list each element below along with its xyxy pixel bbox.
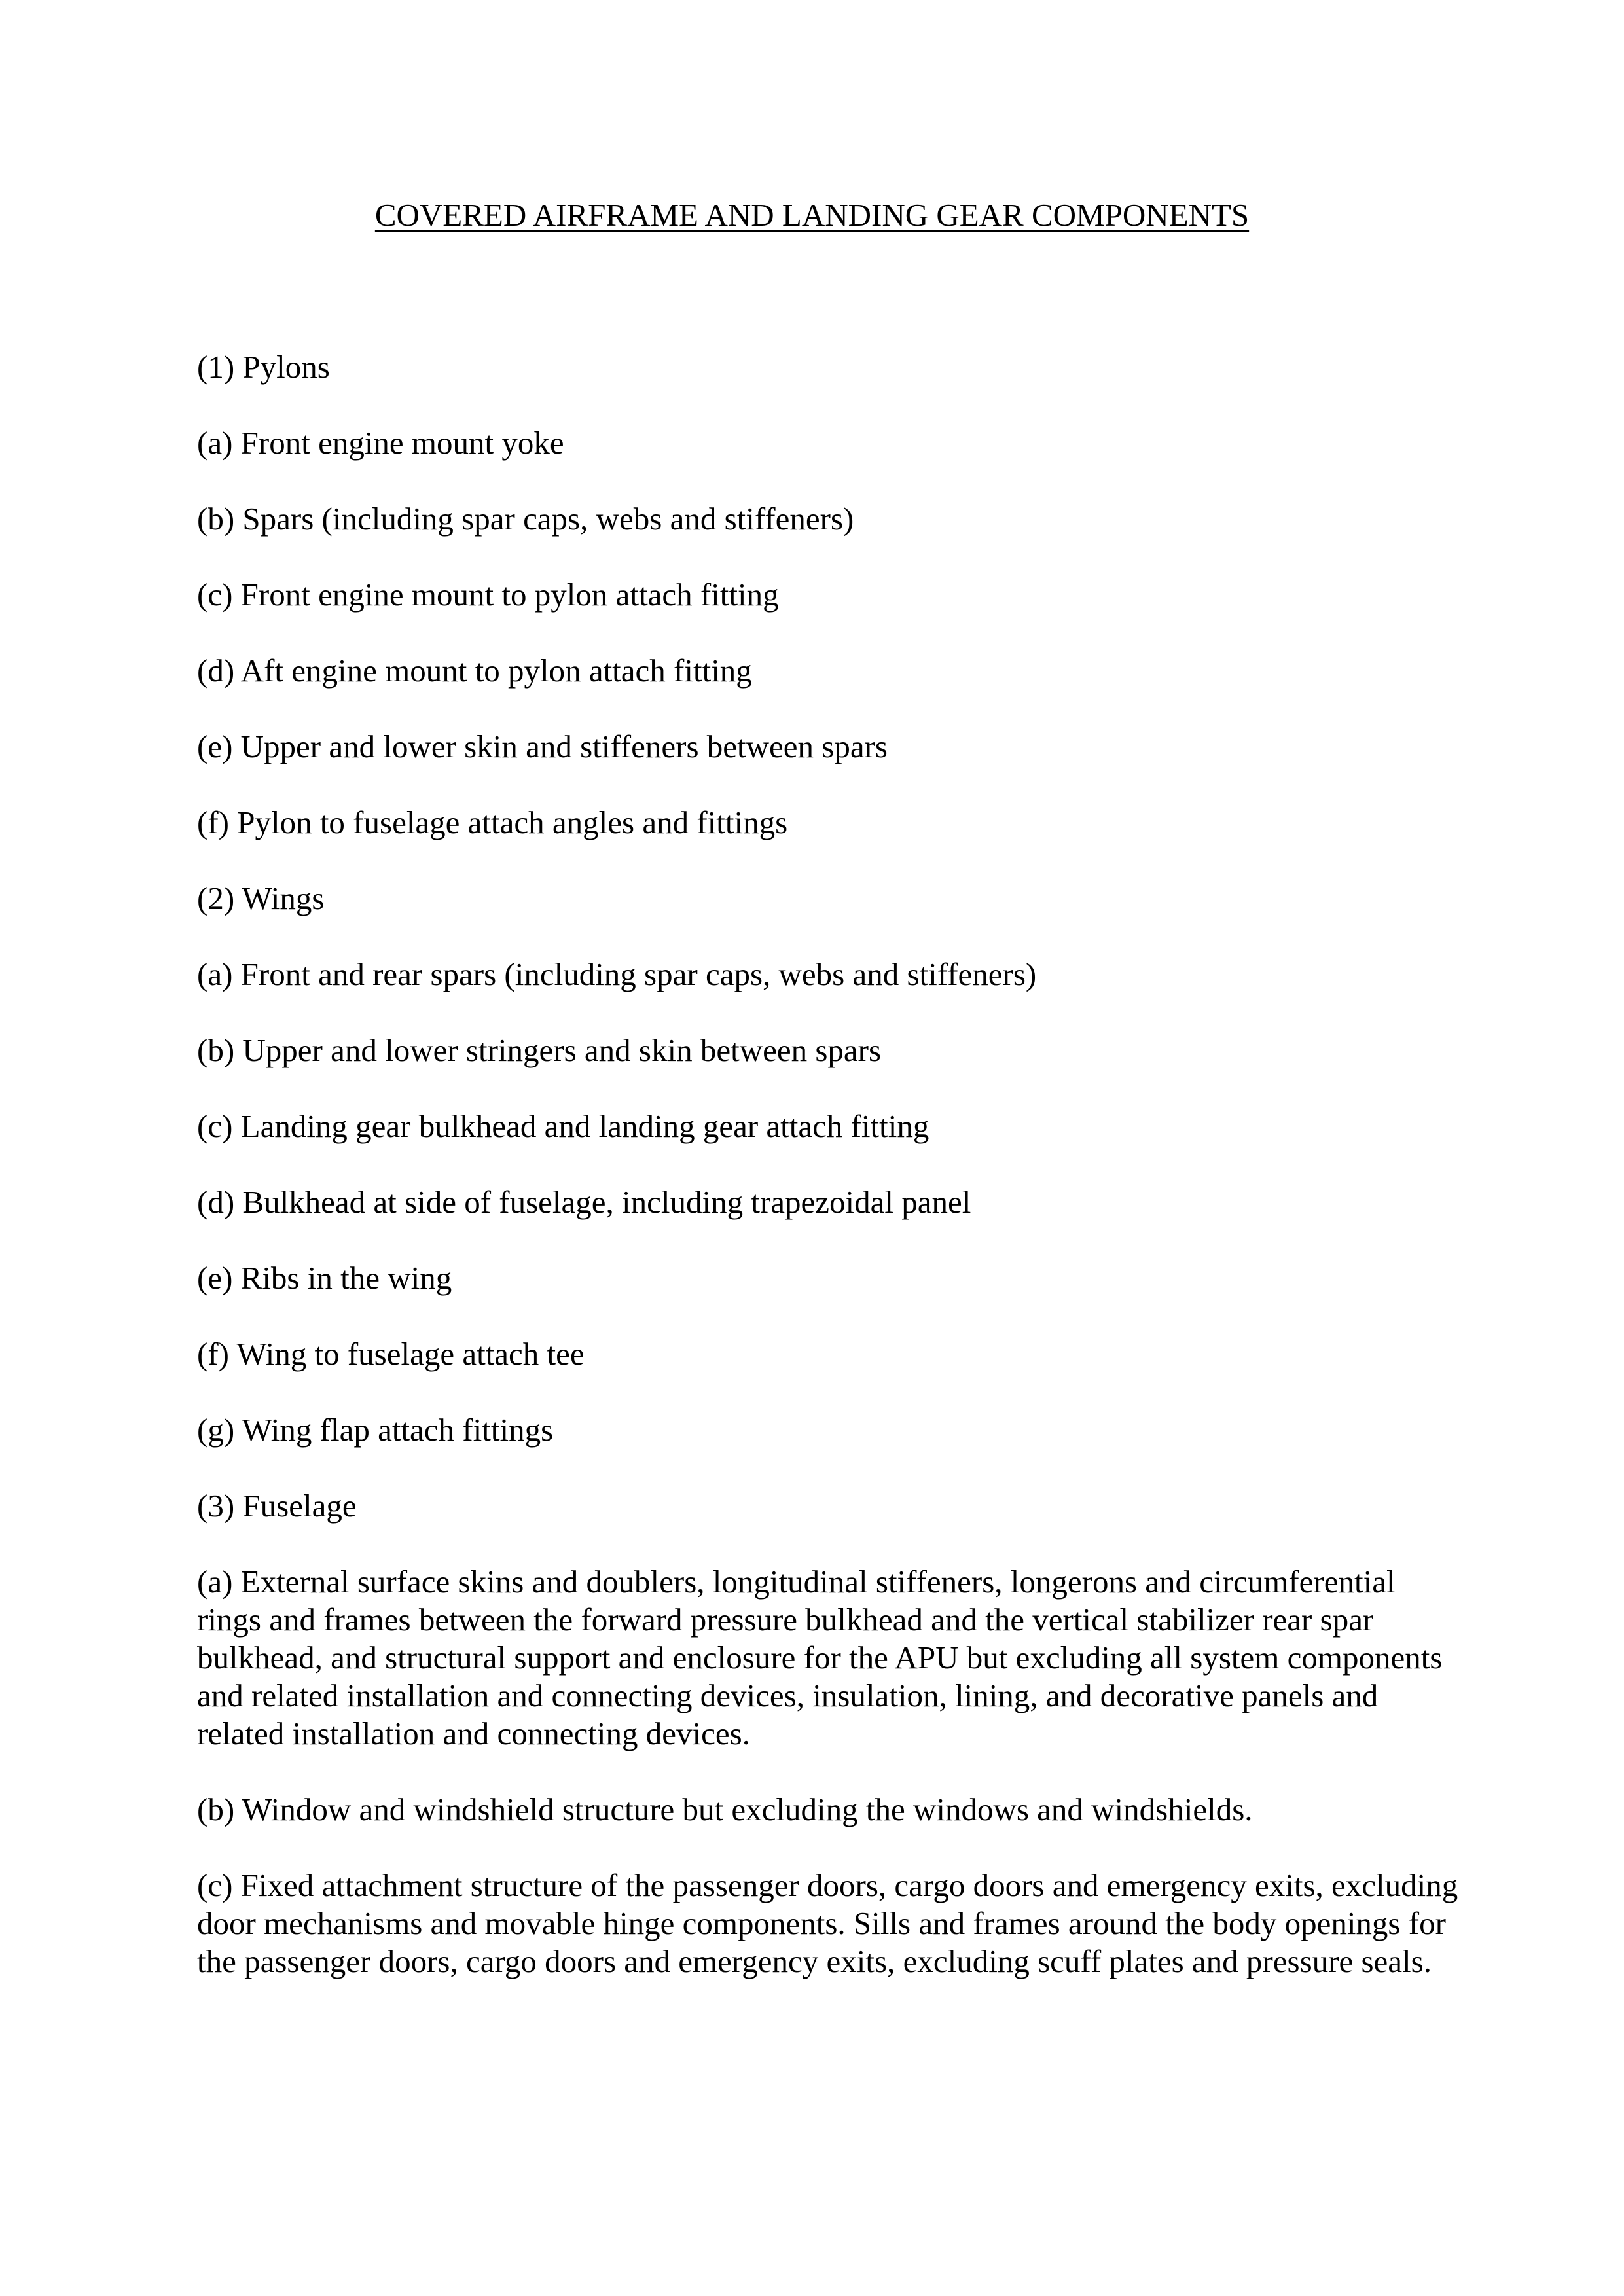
- list-item: (d) Bulkhead at side of fuselage, including trapezoidal panel: [197, 1184, 971, 1220]
- document-body: [197, 348, 1460, 2018]
- list-item: (d) Aft engine mount to pylon attach fitting: [197, 653, 752, 689]
- document-title: COVERED AIRFRAME AND LANDING GEAR COMPONENTS: [374, 197, 1250, 233]
- list-item: (e) Upper and lower skin and stiffeners between spars: [197, 728, 888, 764]
- list-item: (c) Fixed attachment structure of the passenger doors, cargo doors and emergency exits, excluding door mechanisms and movable hinge components. Sills and frames around the body openings for the passenger doors, cargo doors and emergency exits, excluding scuff plates and pressure seals.: [197, 1867, 1458, 1979]
- list-item: (f) Pylon to fuselage attach angles and fittings: [197, 804, 788, 840]
- list-item: (a) Front and rear spars (including spar caps, webs and stiffeners): [197, 956, 1037, 992]
- section-heading-fuselage: (3) Fuselage: [197, 1488, 357, 1524]
- list-item: (e) Ribs in the wing: [197, 1260, 452, 1296]
- list-item: (f) Wing to fuselage attach tee: [197, 1336, 585, 1372]
- list-item: (c) Front engine mount to pylon attach fitting: [197, 577, 779, 613]
- list-item: (a) Front engine mount yoke: [197, 425, 564, 461]
- list-item: (b) Spars (including spar caps, webs and stiffeners): [197, 501, 854, 537]
- list-item: (b) Upper and lower stringers and skin between spars: [197, 1032, 882, 1068]
- section-heading-wings: (2) Wings: [197, 880, 325, 916]
- list-item: (g) Wing flap attach fittings: [197, 1412, 554, 1448]
- list-item: (a) External surface skins and doublers, longitudinal stiffeners, longerons and circumferential rings and frames between the forward pressure bulkhead and the vertical stabilizer rear spar bulkhead, and structural support and enclosure for the APU but excluding all system components and related installation and connecting devices, insulation, lining, and decorative panels and related installation and connecting devices.: [197, 1564, 1443, 1751]
- list-item: (c) Landing gear bulkhead and landing gear attach fitting: [197, 1108, 929, 1144]
- list-item: (b) Window and windshield structure but excluding the windows and windshields.: [197, 1791, 1253, 1827]
- section-heading-pylons: (1) Pylons: [197, 349, 330, 385]
